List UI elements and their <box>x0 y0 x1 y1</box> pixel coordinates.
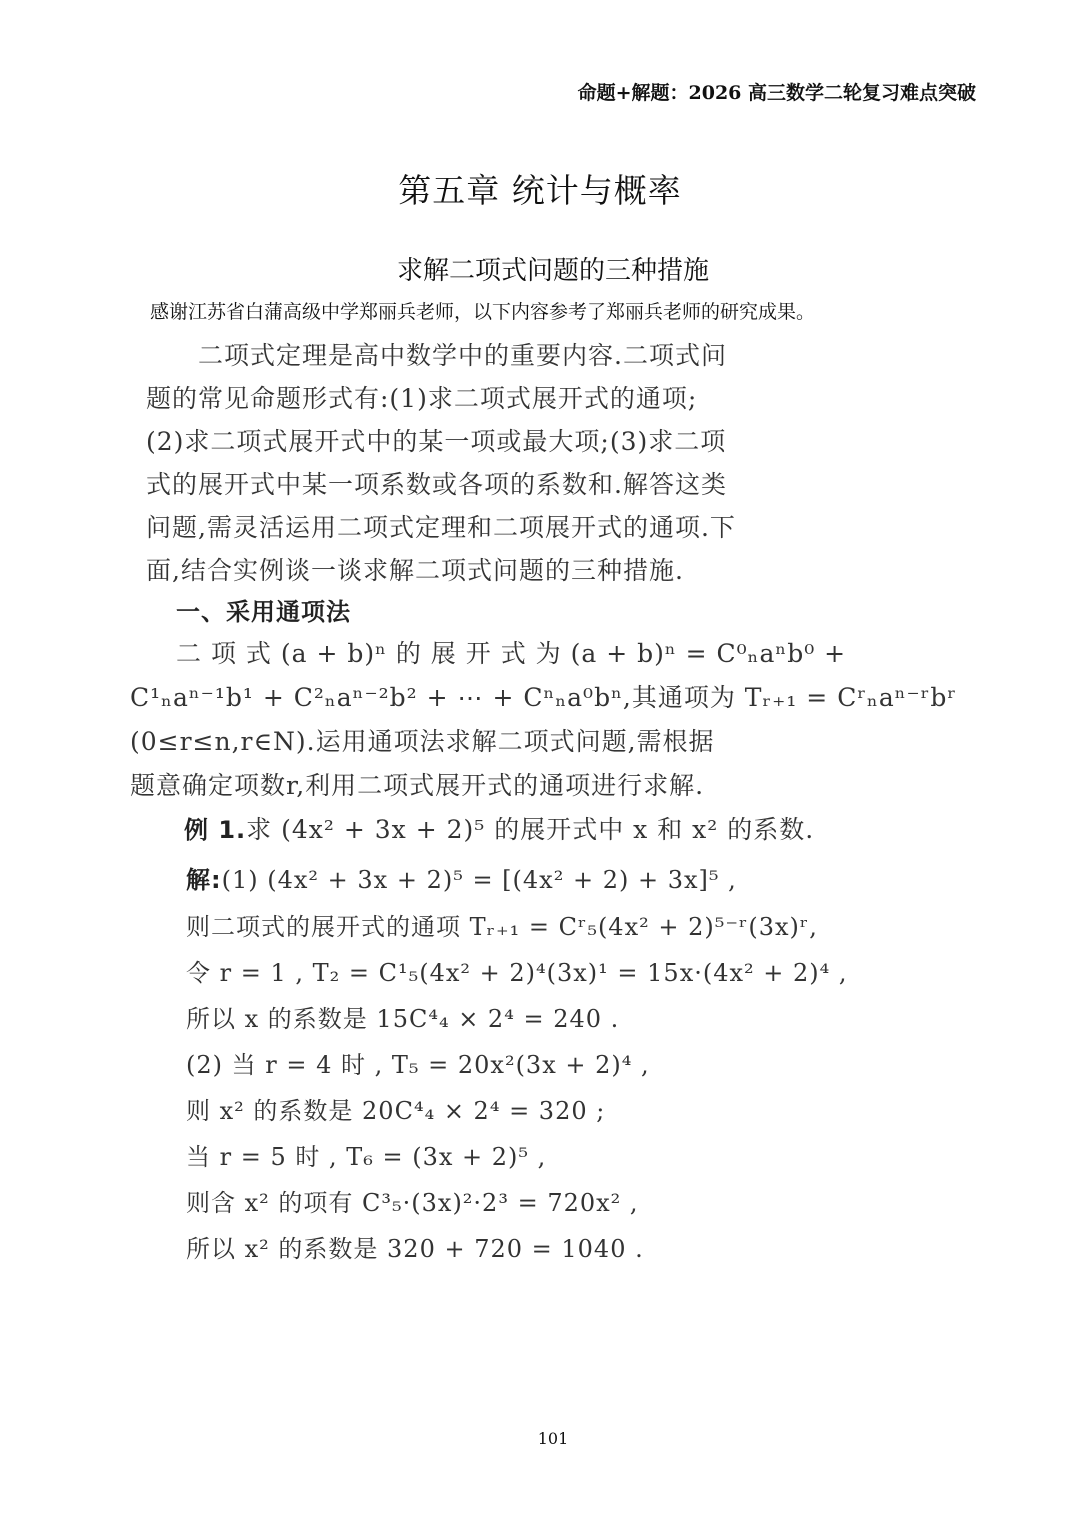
intro-line: 面,结合实例谈一谈求解二项式问题的三种措施. <box>146 556 684 585</box>
intro-line: (2)求二项式展开式中的某一项或最大项;(3)求二项 <box>146 427 727 456</box>
acknowledgement-text: 感谢江苏省白蒲高级中学郑丽兵老师，以下内容参考了郑丽兵老师的研究成果。 <box>150 301 816 323</box>
intro-line: 二项式定理是高中数学中的重要内容.二项式问 <box>198 341 727 370</box>
solution-first-line <box>186 860 737 895</box>
solution-line: 则 x² 的系数是 20C⁴₄ × 2⁴ = 320 ; <box>186 1097 606 1125</box>
page-number: 101 <box>537 1429 569 1448</box>
method-line: (0≤r≤n,r∈N).运用通项法求解二项式问题,需根据 <box>130 727 715 756</box>
solution-line: 所以 x² 的系数是 320 + 720 = 1040 . <box>186 1235 644 1263</box>
intro-line: 式的展开式中某一项系数或各项的系数和.解答这类 <box>146 470 727 499</box>
method-heading: 一、采用通项法 <box>176 598 351 626</box>
method-line: 题意确定项数r,利用二项式展开式的通项进行求解. <box>130 771 705 800</box>
section-title: 求解二项式问题的三种措施 <box>396 256 709 286</box>
solution-line: 令 r = 1 , T₂ = C¹₅(4x² + 2)⁴(3x)¹ = 15x·(4x² + 2)⁴ , <box>186 959 848 987</box>
solution-label: 解: <box>186 866 222 894</box>
intro-line: 问题,需灵活运用二项式定理和二项展开式的通项.下 <box>146 513 736 542</box>
solution-first-text: (1) (4x² + 3x + 2)⁵ = [(4x² + 2) + 3x]⁵ , <box>221 866 737 894</box>
solution-line: 则二项式的展开式的通项 Tᵣ₊₁ = Cʳ₅(4x² + 2)⁵⁻ʳ(3x)ʳ, <box>186 913 818 941</box>
intro-line: 题的常见命题形式有:(1)求二项式展开式的通项; <box>146 384 698 413</box>
example-label: 例 1. <box>184 816 247 844</box>
method-line: 二 项 式 (a + b)ⁿ 的 展 开 式 为 (a + b)ⁿ = C⁰ₙaⁿb⁰ + <box>176 639 847 668</box>
solution-line: 则含 x² 的项有 C³₅·(3x)²·2³ = 720x² , <box>186 1189 639 1217</box>
chapter-title: 第五章 统计与概率 <box>398 171 682 210</box>
solution-line: 所以 x 的系数是 15C⁴₄ × 2⁴ = 240 . <box>186 1005 620 1033</box>
solution-line: (2) 当 r = 4 时 , T₅ = 20x²(3x + 2)⁴ , <box>186 1051 650 1079</box>
solution-line: 当 r = 5 时 , T₆ = (3x + 2)⁵ , <box>186 1143 547 1171</box>
running-header: 命题+解题：2026 高三数学二轮复习难点突破 <box>577 82 976 104</box>
example-question <box>184 810 814 846</box>
method-line: C¹ₙaⁿ⁻¹b¹ + C²ₙaⁿ⁻²b² + ⋯ + Cⁿₙa⁰bⁿ,其通项为 Tᵣ₊₁ = Cʳₙaⁿ⁻ʳbʳ <box>130 683 958 712</box>
example-question-text: 求 (4x² + 3x + 2)⁵ 的展开式中 x 和 x² 的系数. <box>246 815 815 844</box>
